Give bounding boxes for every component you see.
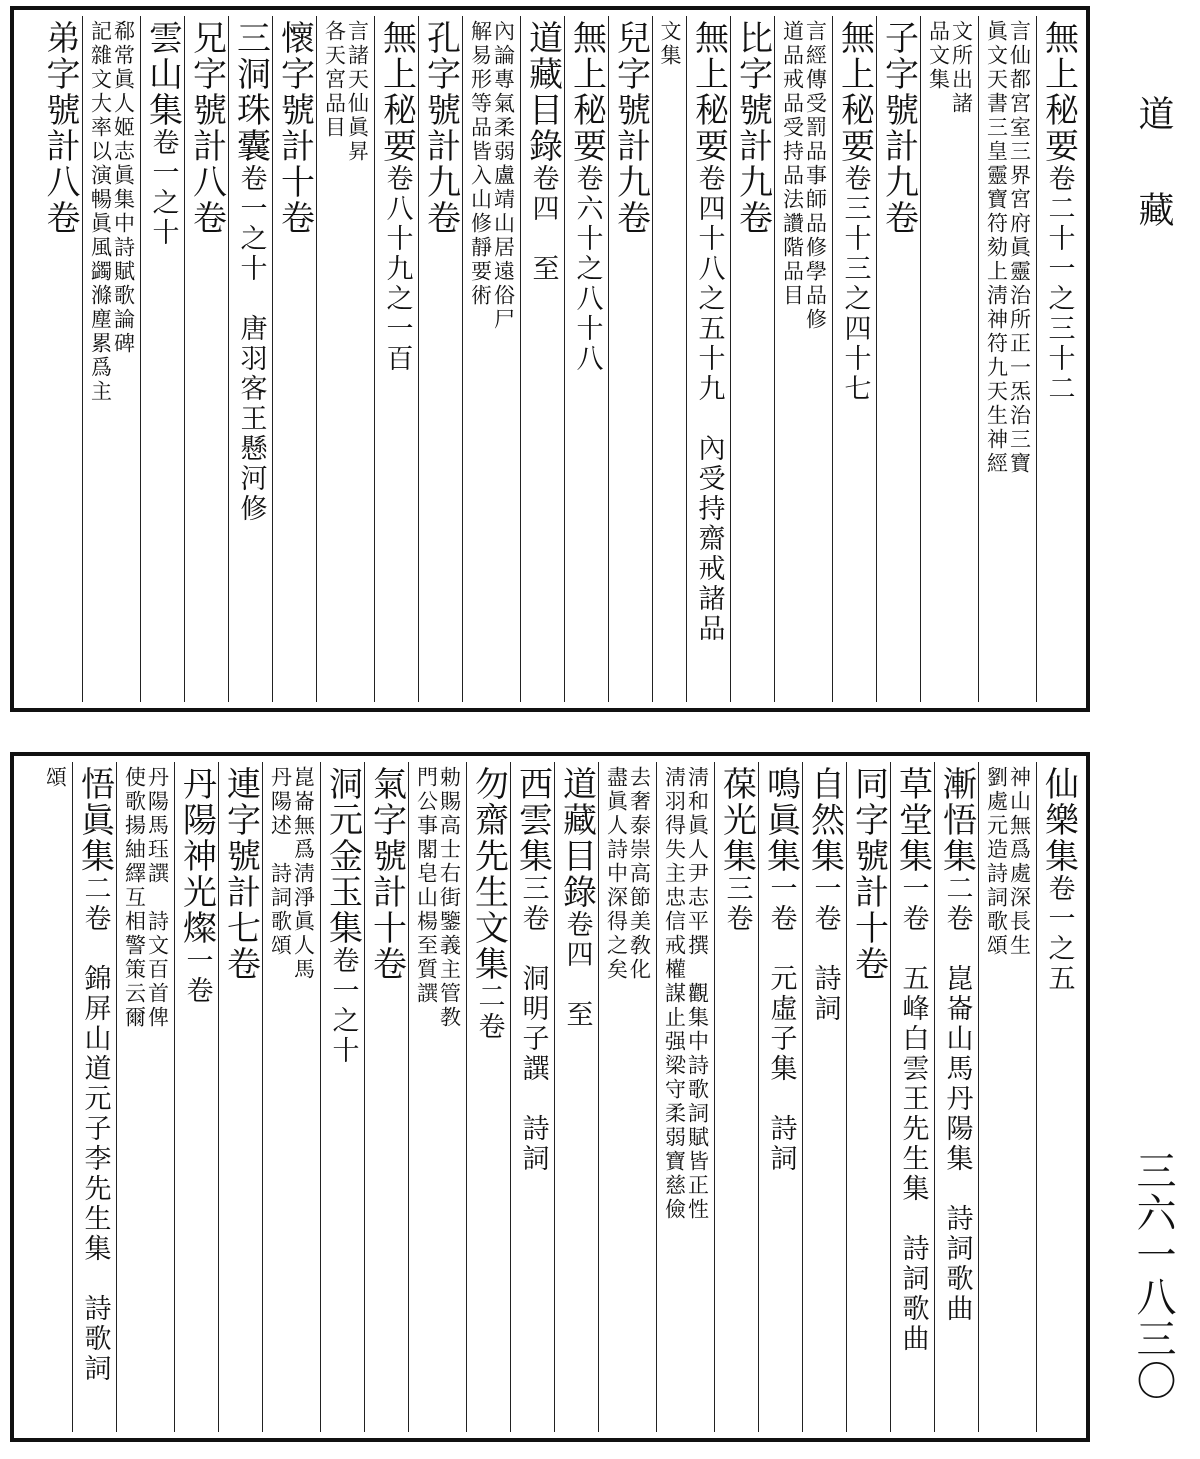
text-column	[38, 16, 82, 702]
text-column	[408, 762, 466, 1432]
title-text: 無上秘要	[376, 20, 417, 164]
annotation-line: 劉處元造詩詞歌頌	[984, 766, 1009, 958]
text-column	[608, 16, 652, 702]
volume-text: 卷一之十 唐羽客王懸河修	[235, 164, 267, 524]
volume-text: 二卷	[473, 982, 505, 1042]
volume-text: 卷二十一之三十二	[1043, 164, 1075, 404]
title-text: 無上秘要	[834, 20, 875, 164]
text-column	[364, 762, 408, 1432]
title-text: 鳴眞集	[760, 766, 801, 874]
text-column	[116, 762, 174, 1432]
annotation-line: 言諸天仙眞昇	[345, 20, 370, 164]
volume-text: 卷三十三之四十七	[839, 164, 871, 404]
annotation-line: 丹陽馬珏譔 詩文百首俾	[145, 766, 170, 1030]
side-title: 道藏	[1133, 95, 1174, 287]
volume-text: 一卷	[181, 946, 213, 1006]
text-column	[82, 16, 140, 702]
text-column	[730, 16, 774, 702]
text-column	[978, 16, 1036, 702]
text-column	[262, 762, 320, 1432]
title-text: 西雲集	[512, 766, 553, 874]
text-column	[656, 762, 714, 1432]
title-text: 勿齋先生文集	[468, 766, 509, 982]
title-text: 比字號計九卷	[732, 20, 773, 236]
text-column	[564, 16, 608, 702]
annotation-line: 記雜文大率以演暢眞風蠲滌塵累爲主	[88, 20, 113, 404]
volume-text: 三卷 洞明子譔 詩詞	[517, 874, 549, 1174]
annotation-line: 各天宮品目	[322, 20, 347, 140]
annotation-line: 淸和眞人尹志平撰 觀集中詩歌詞賦皆正性	[685, 766, 710, 1222]
annotation-line: 去奢泰崇高節美敎化	[627, 766, 652, 982]
text-column	[218, 762, 262, 1432]
text-column	[934, 762, 978, 1432]
annotation-line: 品文集	[926, 20, 951, 92]
annotation-line: 解易形等品皆入山修靜要術	[468, 20, 493, 308]
title-text: 無上秘要	[688, 20, 729, 164]
text-column	[978, 762, 1036, 1432]
text-column	[832, 16, 876, 702]
bottom-catalog-panel	[10, 752, 1090, 1442]
annotation-line: 內論專氣柔弱盧靖山居遠俗尸	[491, 20, 516, 332]
title-text: 仙樂集	[1038, 766, 1079, 874]
title-text: 弟字號計八卷	[40, 20, 80, 236]
text-column	[466, 762, 510, 1432]
annotation-line: 淸羽得失主忠信戒權謀止强梁守柔弱寶慈儉	[662, 766, 687, 1222]
title-text: 道藏目錄	[556, 766, 597, 910]
title-text: 兄字號計八卷	[186, 20, 227, 236]
text-column	[876, 16, 920, 702]
text-column	[520, 16, 564, 702]
text-column	[1036, 16, 1080, 702]
text-column	[184, 16, 228, 702]
title-text: 漸悟集	[936, 766, 977, 874]
text-column	[510, 762, 554, 1432]
text-column	[554, 762, 598, 1432]
annotation-line: 崑崙無爲淸淨眞人馬	[291, 766, 316, 982]
annotation-line: 頌	[43, 766, 68, 790]
annotation-line: 道品戒品受持品法讚階品目	[780, 20, 805, 308]
top-catalog-panel	[10, 6, 1090, 712]
volume-text: 卷八十九之一百	[381, 164, 413, 374]
volume-text: 卷一之五	[1043, 874, 1075, 994]
text-column	[140, 16, 184, 702]
text-column	[758, 762, 802, 1432]
annotation-line: 門公事閣皂山楊至質譔	[414, 766, 439, 1006]
title-text: 自然集	[804, 766, 845, 874]
text-column	[418, 16, 462, 702]
annotation-line: 文集	[658, 20, 682, 68]
annotation-line: 盡眞人詩中深得之矣	[604, 766, 629, 982]
annotation-line: 勅賜高士右街鑒義主管教	[437, 766, 462, 1030]
title-text: 道藏目錄	[522, 20, 563, 164]
volume-text: 三卷	[721, 874, 753, 934]
annotation-line: 神山無爲處深長生	[1007, 766, 1032, 958]
volume-text: 卷六十之八十八	[571, 164, 603, 374]
volume-text: 一卷 詩詞	[809, 874, 841, 1024]
title-text: 兒字號計九卷	[610, 20, 651, 236]
volume-text: 一卷 五峰白雲王先生集 詩詞歌曲	[897, 874, 929, 1354]
title-text: 無上秘要	[566, 20, 607, 164]
annotation-line: 眞文天書三皇靈寶符劾上淸神符九天生神經	[984, 20, 1009, 476]
title-text: 孔字號計九卷	[420, 20, 461, 236]
text-column	[714, 762, 758, 1432]
page-number: 三六一八三〇	[1130, 1150, 1176, 1402]
volume-text: 二卷 崑崙山馬丹陽集 詩詞歌曲	[941, 874, 973, 1324]
volume-text: 卷一之十	[327, 946, 359, 1066]
bottom-columns	[20, 762, 1080, 1432]
text-column	[846, 762, 890, 1432]
title-text: 草堂集	[892, 766, 933, 874]
title-text: 連字號計七卷	[220, 766, 261, 982]
text-column	[38, 762, 72, 1432]
text-column	[686, 16, 730, 702]
text-column	[802, 762, 846, 1432]
annotation-line: 丹陽述 詩詞歌頌	[268, 766, 293, 958]
title-text: 雲山集	[142, 20, 183, 128]
volume-text: 卷一之十	[147, 128, 179, 248]
volume-text: 二卷 錦屏山道元子李先生集 詩歌詞	[79, 874, 111, 1384]
annotation-line: 使歌揚紬繹互相警策云爾	[122, 766, 147, 1030]
text-column	[316, 16, 374, 702]
text-column	[72, 762, 116, 1432]
text-column	[320, 762, 364, 1432]
text-column	[228, 16, 272, 702]
text-column	[272, 16, 316, 702]
annotation-line: 言經傳受罰品事師品修學品修	[803, 20, 828, 332]
title-text: 悟眞集	[74, 766, 115, 874]
text-column	[1036, 762, 1080, 1432]
title-text: 葆光集	[716, 766, 757, 874]
annotation-line: 言仙都宮室三界宮府眞靈治所正一炁治三寶	[1007, 20, 1032, 476]
title-text: 同字號計十卷	[848, 766, 889, 982]
title-text: 丹陽神光燦	[176, 766, 217, 946]
volume-text: 卷四十八之五十九 內受持齋戒諸品	[693, 164, 725, 644]
text-column	[652, 16, 686, 702]
text-column	[598, 762, 656, 1432]
volume-text: 卷四 至	[527, 164, 559, 284]
top-columns	[20, 16, 1080, 702]
title-text: 子字號計九卷	[878, 20, 919, 236]
volume-text: 卷四 至	[561, 910, 593, 1030]
text-column	[462, 16, 520, 702]
volume-text: 一卷 元虛子集 詩詞	[765, 874, 797, 1174]
annotation-line: 文所出諸	[949, 20, 974, 116]
text-column	[374, 16, 418, 702]
title-text: 無上秘要	[1038, 20, 1079, 164]
text-column	[774, 16, 832, 702]
text-column	[920, 16, 978, 702]
title-text: 三洞珠囊	[230, 20, 271, 164]
title-text: 洞元金玉集	[322, 766, 363, 946]
title-text: 氣字號計十卷	[366, 766, 407, 982]
text-column	[174, 762, 218, 1432]
text-column	[890, 762, 934, 1432]
annotation-line: 郗常眞人姬志眞集中詩賦歌論碑	[111, 20, 136, 356]
title-text: 懷字號計十卷	[274, 20, 315, 236]
